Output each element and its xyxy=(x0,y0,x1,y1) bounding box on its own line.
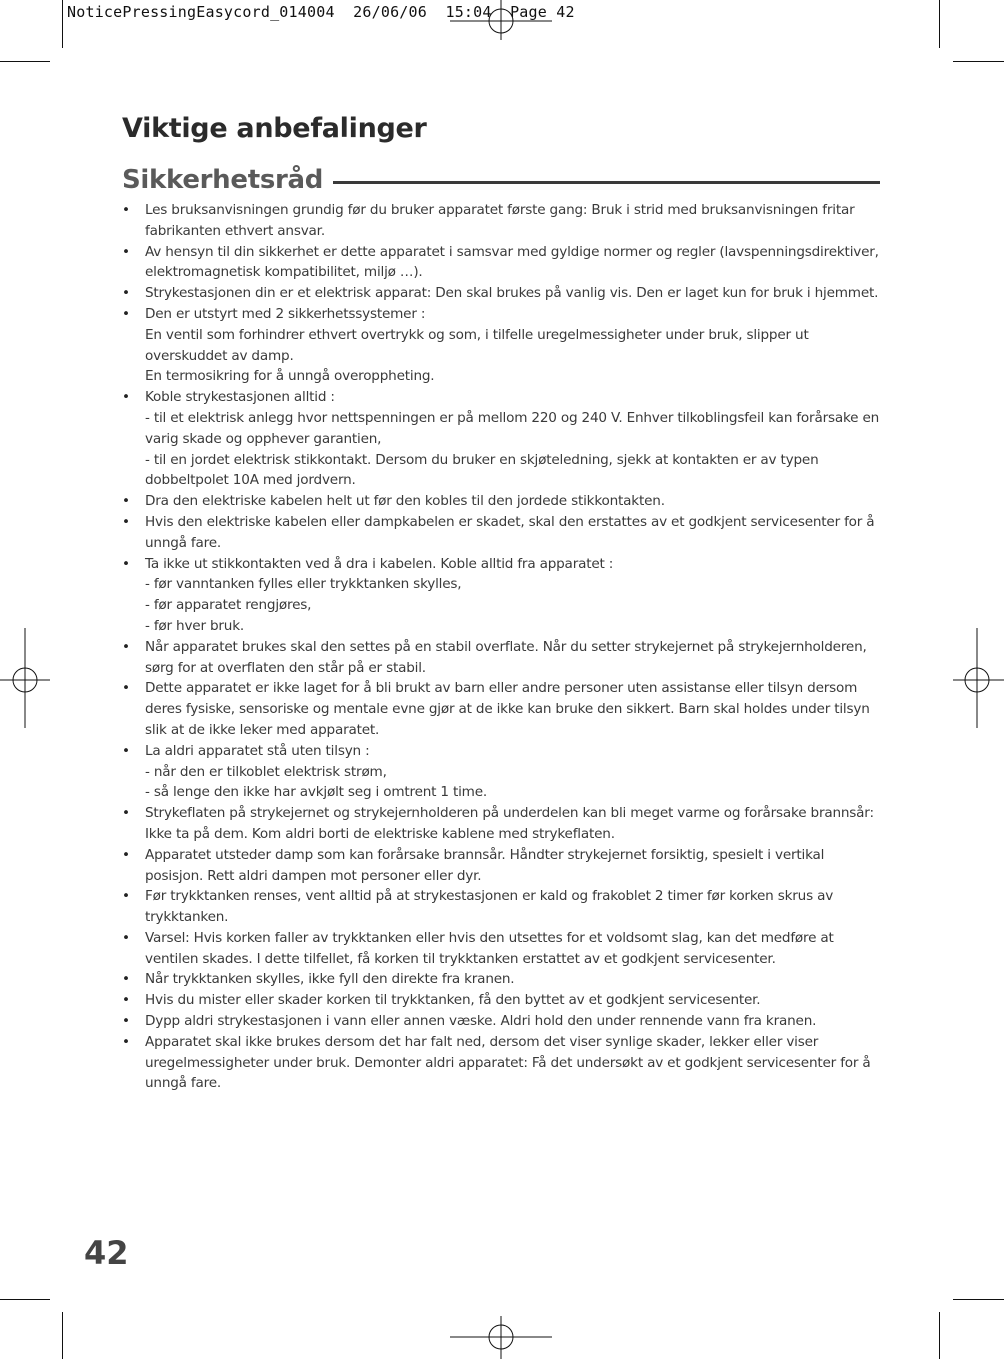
list-item-text: • Les bruksanvisningen grundig før du bruker apparatet første gang: Bruk i strid med bruksanvisningen fritar fabrikanten ethvert ansvar. xyxy=(145,202,855,239)
list-item-text: • Ta ikke ut stikkontakten ved å dra i kabelen. Koble alltid fra apparatet : xyxy=(145,555,614,572)
section-title: Sikkerhetsråd xyxy=(122,165,324,195)
list-item-text: - før apparatet rengjøres, xyxy=(145,597,312,614)
list-item-text: - til en jordet elektrisk stikkontakt. Dersom du bruker en skjøteledning, sjekk at kontakten er av typen dobbeltpolet 10A med jordvern. xyxy=(145,451,819,489)
list-item-text: • Hvis du mister eller skader korken til trykktanken, få den byttet av et godkjent servicesenter. xyxy=(145,992,761,1009)
list-item-text: • Dette apparatet er ikke laget for å bli brukt av barn eller andre personer uten assistanse eller tilsyn dersom deres fysiske, sensoriske og mentale evne gjør at de ikke kan bruke den sikkert. Barn skal holdes under tilsyn slik at de ikke leker med apparatet. xyxy=(145,680,870,738)
crop-mark-top-left-h xyxy=(0,61,50,62)
list-item-text: • La aldri apparatet stå uten tilsyn : xyxy=(145,742,370,759)
list-item xyxy=(122,387,884,491)
list-item xyxy=(122,678,884,740)
list-item xyxy=(122,803,884,845)
crop-mark-bottom-right-h xyxy=(953,1299,1004,1300)
list-item-text: - så lenge den ikke har avkjølt seg i omtrent 1 time. xyxy=(145,784,488,801)
list-item-text: En ventil som forhindrer ethvert overtrykk og som, i tilfelle uregelmessigheter under bruk, slipper ut overskuddet av damp. xyxy=(145,326,809,364)
list-item-text: • Apparatet utsteder damp som kan forårsake brannsår. Håndter strykejernet forsiktig, spesielt i vertikal posisjon. Rett aldri dampen mot personer eller dyr. xyxy=(145,846,825,884)
crop-mark-bottom-left-h xyxy=(0,1299,50,1300)
list-item-text: • Den er utstyrt med 2 sikkerhetssystemer : xyxy=(145,305,426,322)
list-item-text: • Når trykktanken skylles, ikke fyll den direkte fra kranen. xyxy=(145,971,515,988)
list-item xyxy=(122,928,884,970)
list-item-text: - når den er tilkoblet elektrisk strøm, xyxy=(145,763,387,780)
list-item xyxy=(122,304,884,387)
safety-list xyxy=(122,200,884,1094)
list-item-text: • Når apparatet brukes skal den settes på en stabil overflate. Når du setter strykejernet på strykejernholderen, sørg for at overflaten den står på er stabil. xyxy=(145,638,867,676)
print-slug: NoticePressingEasycord_014004 26/06/06 15:04 Page 42 xyxy=(67,3,575,21)
list-item-text: - før hver bruk. xyxy=(145,617,244,634)
crop-mark-top-right-h xyxy=(953,61,1004,62)
section-rule xyxy=(333,181,880,184)
list-item-text: • Dra den elektriske kabelen helt ut før den kobles til den jordede stikkontakten. xyxy=(145,493,665,510)
registration-mark-right-icon xyxy=(953,628,1004,728)
list-item xyxy=(122,990,884,1011)
crop-mark-bottom-left-v xyxy=(62,1312,63,1359)
registration-mark-left-icon xyxy=(0,628,50,728)
list-item-text: • Hvis den elektriske kabelen eller dampkabelen er skadet, skal den erstattes av et godkjent servicesenter for å unngå fare. xyxy=(145,513,875,551)
page-number: 42 xyxy=(84,1234,129,1272)
crop-mark-top-left-v xyxy=(62,0,63,48)
list-item xyxy=(122,845,884,887)
registration-mark-top-icon xyxy=(450,0,552,40)
crop-mark-bottom-right-v xyxy=(939,1312,940,1359)
crop-mark-top-right-v xyxy=(939,0,940,48)
list-item-text: - før vanntanken fylles eller trykktanken skylles, xyxy=(145,576,462,593)
section-header xyxy=(122,160,880,200)
list-item xyxy=(122,969,884,990)
list-item-text: • Strykestasjonen din er et elektrisk apparat: Den skal brukes på vanlig vis. Den er laget kun for bruk i hjemmet. xyxy=(145,285,879,302)
list-item-text: • Koble strykestasjonen alltid : xyxy=(145,389,335,406)
list-item-text: En termosikring for å unngå overoppheting. xyxy=(145,368,435,385)
list-item xyxy=(122,1032,884,1094)
list-item-text: • Varsel: Hvis korken faller av trykktanken eller hvis den utsettes for et voldsomt slag, kan det medføre at ventilen skades. I dette tilfellet, få korken til trykktanken erstattet av et godkjent servicesenter. xyxy=(145,929,834,967)
list-item xyxy=(122,491,884,512)
list-item xyxy=(122,200,884,242)
list-item-text: • Før trykktanken renses, vent alltid på at strykestasjonen er kald og frakoblet 2 timer før korken skrus av trykktanken. xyxy=(145,888,834,926)
list-item xyxy=(122,1011,884,1032)
list-item-text: • Strykeflaten på strykejernet og strykejernholderen på underdelen kan bli meget varme og forårsake brannsår: Ikke ta på dem. Kom aldri borti de elektriske kablene med strykeflaten. xyxy=(145,805,874,842)
list-item-text: - til et elektrisk anlegg hvor nettspenningen er på mellom 220 og 240 V. Enhver tilkoblingsfeil kan forårsake en varig skade og opphever garantien, xyxy=(145,409,880,447)
list-item-text: • Dypp aldri strykestasjonen i vann eller annen væske. Aldri hold den under rennende vann fra kranen. xyxy=(145,1013,817,1030)
list-item xyxy=(122,637,884,679)
list-item xyxy=(122,886,884,928)
list-item-text: • Av hensyn til din sikkerhet er dette apparatet i samsvar med gyldige normer og regler (lavspenningsdirektiver, elektromagnetisk kompatibilitet, miljø …). xyxy=(145,243,879,281)
registration-mark-bottom-icon xyxy=(450,1316,552,1359)
list-item xyxy=(122,554,884,637)
list-item xyxy=(122,741,884,803)
list-item-text: • Apparatet skal ikke brukes dersom det har falt ned, dersom det viser synlige skader, lekker eller viser uregelmessigheter under bruk. Demonter aldri apparatet: Få det undersøkt av et godkjent servicesenter for å unngå fare. xyxy=(145,1033,871,1092)
list-item xyxy=(122,242,884,284)
page-title: Viktige anbefalinger xyxy=(122,113,427,144)
list-item xyxy=(122,283,884,304)
list-item xyxy=(122,512,884,554)
